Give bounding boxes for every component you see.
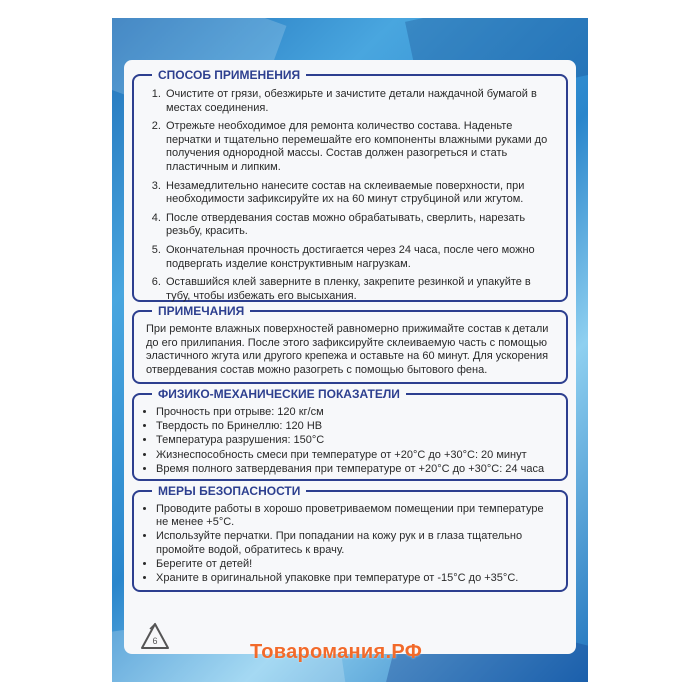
notes-text: При ремонте влажных поверхностей равномерно прижимайте состав к детали до его прилипания. После этого зафиксируйте склеиваемую часть с помощью эластичного жгута или другого крепежа и оставьте на 60 минут. Для ускорения отвердевания состав можно разогреть с помощью бытового фена.	[146, 323, 549, 376]
list-item: 6. Оставшийся клей заверните в пленку, закрепите резинкой и упакуйте в тубу, чтобы избежать его высыхания.	[164, 276, 558, 303]
list-item: 1. Очистите от грязи, обезжирьте и зачистите детали наждачной бумагой в местах соединения.	[164, 88, 558, 115]
safety-title: МЕРЫ БЕЗОПАСНОСТИ	[152, 483, 306, 499]
list-item: • Проводите работы в хорошо проветриваемом помещении при температуре не менее +5°С.	[156, 503, 558, 529]
content-panel	[124, 60, 576, 654]
recycle-number: 6	[152, 636, 158, 646]
recycle-icon	[138, 620, 172, 654]
specs-title: ФИЗИКО-МЕХАНИЧЕСКИЕ ПОКАЗАТЕЛИ	[152, 386, 406, 402]
safety-list	[134, 492, 566, 590]
list-item: • Храните в оригинальной упаковке при температуре от -15°С до +35°С.	[156, 572, 558, 585]
list-item: 4. После отвердевания состав можно обрабатывать, сверлить, нарезать резьбу, красить.	[164, 212, 558, 239]
watermark-stamp: Товаромания.РФ	[250, 641, 423, 663]
safety-section	[132, 484, 568, 592]
instruction-sheet	[112, 18, 588, 682]
list-item: • Прочность при отрыве: 120 кг/см	[156, 406, 558, 419]
method-title: СПОСОБ ПРИМЕНЕНИЯ	[152, 67, 306, 83]
notes-title: ПРИМЕЧАНИЯ	[152, 303, 250, 319]
list-item: • Используйте перчатки. При попадании на кожу рук и в глаза тщательно промойте водой, обратитесь к врачу.	[156, 530, 558, 556]
method-section	[132, 68, 568, 302]
specs-section	[132, 387, 568, 481]
method-steps	[134, 76, 566, 314]
specs-list	[134, 395, 566, 481]
list-item: 2. Отрежьте необходимое для ремонта количество состава. Наденьте перчатки и тщательно перемешайте его компоненты влажными руками до получения однородной массы. Состав должен разогреться и стать пластичным и липким.	[164, 120, 558, 174]
list-item: • Температура разрушения: 150°С	[156, 434, 558, 447]
list-item: • Время полного затвердевания при температуре от +20°С до +30°С: 24 часа	[156, 463, 558, 476]
list-item: • Твердость по Бринеллю: 120 НВ	[156, 420, 558, 433]
list-item: • Берегите от детей!	[156, 558, 558, 571]
list-item: 5. Окончательная прочность достигается через 24 часа, после чего можно подвергать изделие конструктивным нагрузкам.	[164, 244, 558, 271]
notes-section	[132, 304, 568, 384]
list-item: 3. Незамедлительно нанесите состав на склеиваемые поверхности, при необходимости зафиксируйте их на 60 минут струбциной или жгутом.	[164, 180, 558, 207]
list-item: • Жизнеспособность смеси при температуре от +20°С до +30°С: 20 минут	[156, 449, 558, 462]
